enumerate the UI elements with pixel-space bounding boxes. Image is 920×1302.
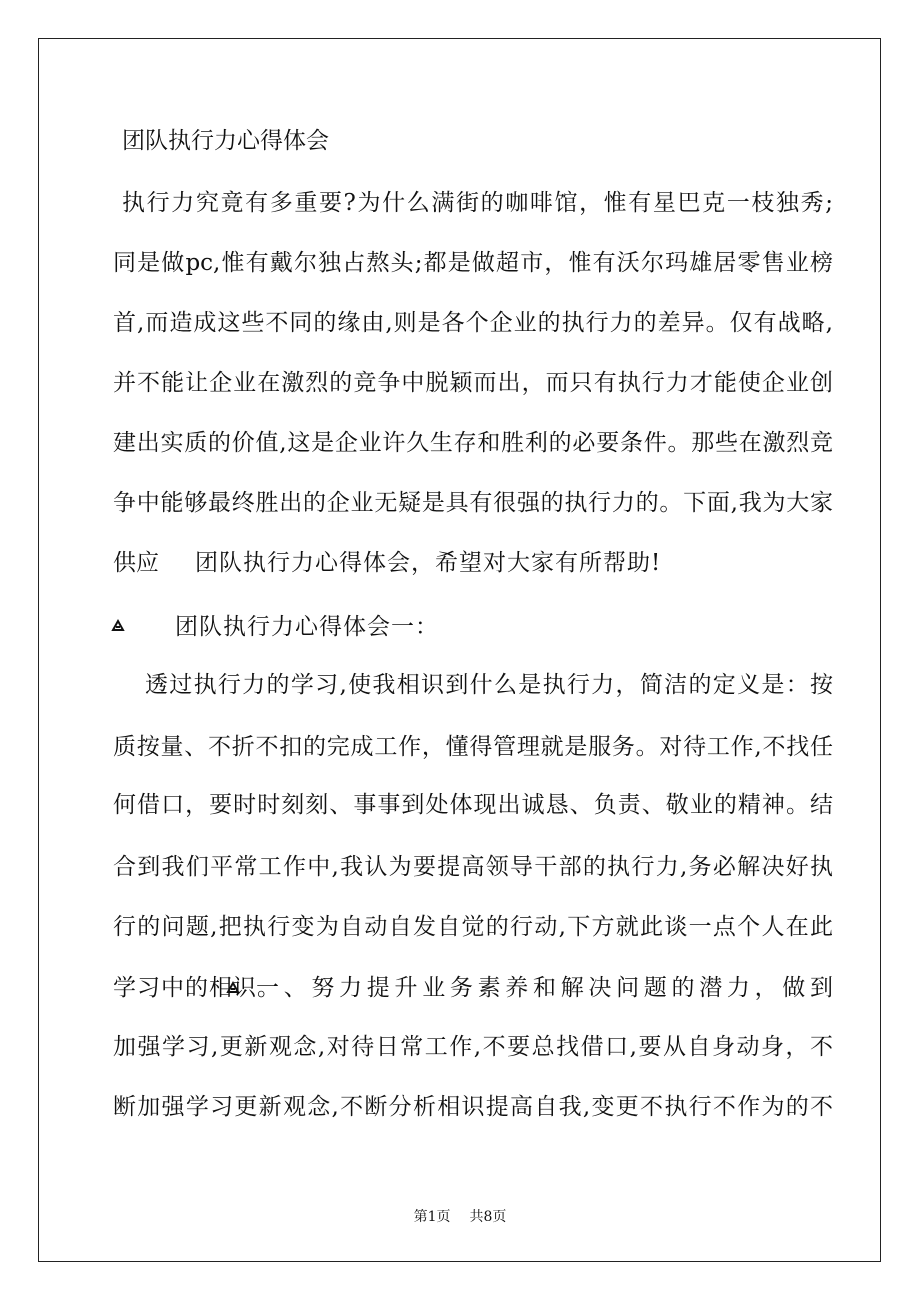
bullet-marker-icon xyxy=(226,980,240,994)
paragraph-line: 何借口，要时时刻刻、事事到处体现出诚恳、负责、敬业的精神。结 xyxy=(113,792,833,818)
bullet-marker-icon xyxy=(111,618,125,632)
text-segment: 供应 xyxy=(113,550,159,576)
paragraph-line: 透过执行力的学习,使我相识到什么是执行力，简洁的定义是：按 xyxy=(145,672,833,698)
page-number: 第1页 xyxy=(413,1209,451,1225)
paragraph-line: 质按量、不折不扣的完成工作，懂得管理就是服务。对待工作,不找任 xyxy=(113,734,833,760)
text-segment: 学习中的相识。 xyxy=(113,975,281,1001)
page-footer xyxy=(0,1206,920,1226)
text-segment: 团队执行力心得体会，希望对大家有所帮助! xyxy=(195,550,662,576)
page-total: 共8页 xyxy=(469,1209,507,1225)
paragraph-line: 争中能够最终胜出的企业无疑是具有很强的执行力的。下面,我为大家 xyxy=(113,490,833,516)
paragraph-line: 执行力究竟有多重要?为什么满街的咖啡馆，惟有星巴克一枝独秀; xyxy=(122,190,833,216)
paragraph-line: 首,而造成这些不同的缘由,则是各个企业的执行力的差异。仅有战略, xyxy=(113,310,833,336)
paragraph-line: 合到我们平常工作中,我认为要提高领导干部的执行力,务必解决好执 xyxy=(113,854,833,880)
page-border xyxy=(38,38,881,1262)
paragraph-line: 一、努力提升业务素养和解决问题的潜力，做到 xyxy=(256,975,833,1001)
paragraph-line: 建出实质的价值,这是企业许久生存和胜利的必要条件。那些在激烈竞 xyxy=(113,430,833,456)
paragraph-line: 加强学习,更新观念,对待日常工作,不要总找借口,要从自身动身，不 xyxy=(113,1034,833,1060)
section-heading: 团队执行力心得体会一： xyxy=(175,614,439,640)
paragraph-line: 行的问题,把执行变为自动自发自觉的行动,下方就此谈一点个人在此 xyxy=(113,914,833,940)
document-title: 团队执行力心得体会 xyxy=(122,128,329,154)
paragraph-line: 同是做pc,惟有戴尔独占熬头;都是做超市，惟有沃尔玛雄居零售业榜 xyxy=(113,250,833,276)
paragraph-line: 并不能让企业在激烈的竞争中脱颖而出，而只有执行力才能使企业创 xyxy=(113,370,833,396)
paragraph-line: 断加强学习更新观念,不断分析相识提高自我,变更不执行不作为的不 xyxy=(113,1094,833,1120)
